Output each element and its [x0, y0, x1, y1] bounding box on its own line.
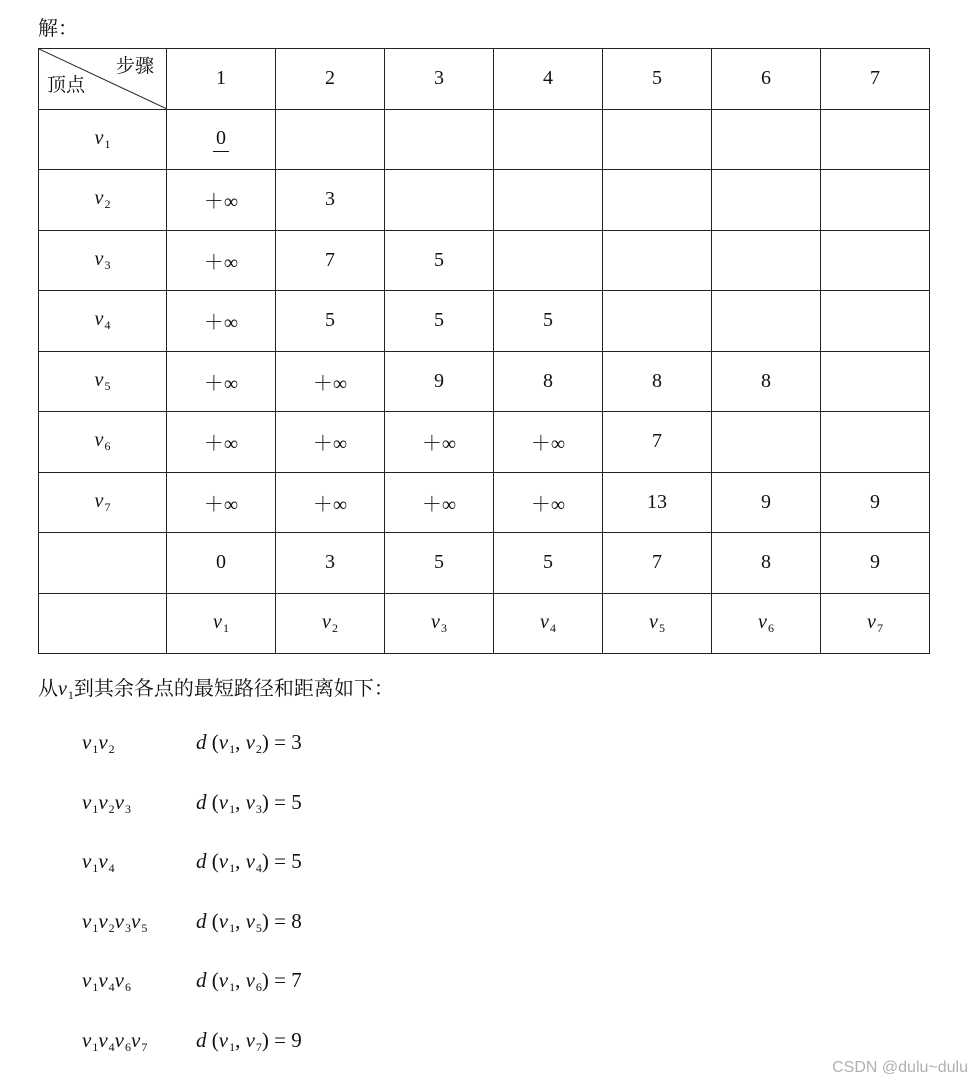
empty-cell [39, 593, 167, 654]
vertex-symbol: $v_1$ [218, 789, 236, 816]
label-cell [821, 291, 930, 352]
permanent-vertex-row [39, 593, 930, 654]
vertex-symbol: $v_2$ [98, 789, 115, 816]
vertex-symbol: $v_6$ [114, 968, 131, 995]
table-header-row [39, 49, 930, 110]
label-cell: ＋∞ [167, 412, 276, 473]
label-cell: ＋∞ [385, 412, 494, 473]
permanent-vertex-cell [821, 593, 930, 654]
path-distance: d ($v_1$, $v_2) = 3$ [196, 730, 302, 756]
label-cell [821, 170, 930, 231]
path-sequence [82, 968, 131, 995]
vertex-symbol: $v_1$ [218, 1027, 236, 1054]
permanent-vertex-cell [603, 593, 712, 654]
label-cell [603, 109, 712, 170]
distance-cell: 9 [821, 533, 930, 594]
distance-cell: 3 [276, 533, 385, 594]
distance-cell: 8 [712, 533, 821, 594]
vertex-symbol: $v_3$ [245, 789, 262, 816]
label-cell: 3 [276, 170, 385, 231]
table-row [39, 412, 930, 473]
vertex-symbol: $v_1$ [82, 730, 99, 756]
vertex-symbol: $v_1$ [218, 849, 236, 876]
vertex-label: $v_2$ [94, 187, 111, 212]
path-sequence [82, 909, 147, 936]
path-distance: d ($v_1$, $v_5) = 8$ [196, 908, 302, 935]
label-cell: 5 [385, 230, 494, 291]
intro-suffix: 到其余各点的最短路径和距离如下： [73, 676, 394, 700]
label-cell: 7 [276, 230, 385, 291]
vertex-symbol: $v_4$ [540, 610, 556, 635]
path-distance: d ($v_1$, $v_3) = 5$ [196, 789, 302, 816]
vertex-symbol: $v_4$ [98, 849, 115, 876]
label-cell: 9 [821, 472, 930, 533]
vertex-symbol: $v_3$ [114, 789, 131, 816]
label-cell: 7 [603, 412, 712, 473]
table-row [39, 472, 930, 533]
vertex-symbol: $v_6$ [114, 1027, 131, 1054]
table-row [39, 170, 930, 231]
vertex-label-cell [39, 412, 167, 473]
vertex-label: $v_4$ [94, 308, 111, 333]
vertex-symbol: $v_6$ [758, 610, 774, 635]
distance-value: ) = 5 [261, 789, 302, 814]
vertex-symbol: $v_2$ [98, 908, 115, 935]
vertex-symbol: $v_1$ [82, 968, 99, 995]
distance-cell: 7 [603, 533, 712, 594]
label-cell: 5 [494, 291, 603, 352]
vertex-symbol: $v_2$ [98, 730, 115, 756]
vertex-label: $v_1$ [94, 126, 111, 151]
vertex-symbol: $v_7$ [867, 610, 883, 635]
label-cell [167, 109, 276, 170]
permanent-vertex-cell [385, 593, 494, 654]
vertex-symbol: $v_5$ [130, 908, 148, 935]
vertex-symbol: $v_4$ [245, 849, 262, 876]
label-cell [494, 230, 603, 291]
label-cell: ＋∞ [494, 472, 603, 533]
path-sequence [82, 790, 131, 817]
vertex-symbol: $v_5$ [245, 908, 262, 935]
vertex-symbol: $v_1$ [82, 908, 99, 935]
intro-prefix: 从 [38, 676, 58, 700]
label-cell [276, 109, 385, 170]
label-cell [712, 170, 821, 231]
label-cell: ＋∞ [167, 472, 276, 533]
label-cell: ＋∞ [167, 230, 276, 291]
permanent-vertex-cell [276, 593, 385, 654]
label-cell: 5 [385, 291, 494, 352]
vertex-symbol: $v_1$ [213, 610, 229, 635]
step-header: 2 [276, 49, 385, 110]
vertex-symbol: $v_1$ [218, 908, 236, 935]
path-distance: d ($v_1$, $v_4) = 5$ [196, 849, 302, 876]
vertex-label: $v_5$ [94, 368, 111, 393]
vertex-label-cell [39, 472, 167, 533]
vertex-symbol: $v_5$ [649, 610, 665, 635]
permanent-label: 0 [213, 129, 229, 152]
permanent-vertex-cell [712, 593, 821, 654]
distance-value: ) = 8 [261, 908, 302, 933]
label-cell: ＋∞ [167, 351, 276, 412]
label-cell [821, 412, 930, 473]
vertex-label-cell [39, 109, 167, 170]
path-sequence [82, 1028, 147, 1055]
table-row [39, 351, 930, 412]
label-cell [712, 291, 821, 352]
label-cell: ＋∞ [385, 472, 494, 533]
distance-cell: 0 [167, 533, 276, 594]
vertex-label: $v_6$ [94, 429, 111, 454]
vertex-symbol: $v_1$ [218, 730, 236, 756]
label-cell [603, 170, 712, 231]
label-cell [821, 230, 930, 291]
solution-heading: 解： [38, 16, 78, 40]
label-cell: 5 [276, 291, 385, 352]
path-distance: d ($v_1$, $v_6) = 7$ [196, 968, 302, 995]
label-cell: ＋∞ [494, 412, 603, 473]
step-header: 6 [712, 49, 821, 110]
vertex-label-cell [39, 230, 167, 291]
step-header: 5 [603, 49, 712, 110]
vertex-symbol: $v_2$ [245, 730, 262, 756]
vertex-symbol: $v_2$ [322, 610, 338, 635]
label-cell [385, 109, 494, 170]
step-header: 3 [385, 49, 494, 110]
label-cell: ＋∞ [167, 170, 276, 231]
label-cell: 8 [494, 351, 603, 412]
vertex-symbol: $v_6$ [245, 968, 262, 995]
vertex-symbol: $v_4$ [98, 968, 115, 995]
vertex-symbol: $v_1$ [82, 789, 99, 816]
path-sequence [82, 849, 115, 876]
empty-cell [39, 533, 167, 594]
intro-vertex: $v_1$ [58, 678, 74, 702]
label-cell: 13 [603, 472, 712, 533]
paths-intro [38, 672, 394, 703]
corner-header-cell [39, 49, 167, 110]
distance-value: ) = 7 [261, 968, 302, 993]
table-row [39, 230, 930, 291]
step-header: 1 [167, 49, 276, 110]
label-cell [603, 291, 712, 352]
step-header: 7 [821, 49, 930, 110]
vertex-symbol: $v_7$ [130, 1027, 148, 1054]
vertex-symbol: $v_1$ [218, 968, 236, 995]
permanent-vertex-cell [494, 593, 603, 654]
distance-value: ) = 3 [261, 730, 302, 754]
label-cell: 9 [385, 351, 494, 412]
vertex-label: $v_7$ [94, 489, 111, 514]
label-cell [712, 230, 821, 291]
vertex-symbol: $v_7$ [245, 1027, 262, 1054]
vertex-label-cell [39, 291, 167, 352]
distance-value: ) = 5 [261, 849, 302, 874]
corner-vertex-label: 顶点 [47, 73, 86, 96]
dijkstra-step-table [38, 48, 930, 654]
label-cell: 9 [712, 472, 821, 533]
label-cell: ＋∞ [167, 291, 276, 352]
label-cell: 8 [603, 351, 712, 412]
label-cell [385, 170, 494, 231]
label-cell [821, 351, 930, 412]
vertex-symbol: $v_3$ [431, 610, 447, 635]
permanent-vertex-cell [167, 593, 276, 654]
table-row [39, 291, 930, 352]
distance-row [39, 533, 930, 594]
vertex-symbol: $v_1$ [82, 1027, 99, 1054]
label-cell: ＋∞ [276, 412, 385, 473]
vertex-symbol: $v_4$ [98, 1027, 115, 1054]
table-body [39, 49, 930, 654]
path-distance: d ($v_1$, $v_7) = 9$ [196, 1027, 302, 1054]
vertex-symbol: $v_1$ [82, 849, 99, 876]
path-sequence [82, 730, 115, 757]
distance-cell: 5 [494, 533, 603, 594]
label-cell [494, 170, 603, 231]
watermark: CSDN @dulu~dulu [832, 1059, 968, 1076]
vertex-label-cell [39, 170, 167, 231]
distance-cell: 5 [385, 533, 494, 594]
table-row [39, 109, 930, 170]
label-cell [712, 412, 821, 473]
vertex-label: $v_3$ [94, 247, 111, 272]
corner-step-label: 步骤 [115, 55, 154, 77]
label-cell [712, 109, 821, 170]
vertex-label-cell [39, 351, 167, 412]
distance-value: ) = 9 [261, 1027, 302, 1052]
label-cell [821, 109, 930, 170]
label-cell [603, 230, 712, 291]
label-cell: ＋∞ [276, 472, 385, 533]
label-cell: ＋∞ [276, 351, 385, 412]
step-header: 4 [494, 49, 603, 110]
label-cell [494, 109, 603, 170]
vertex-symbol: $v_3$ [114, 908, 131, 935]
label-cell: 8 [712, 351, 821, 412]
